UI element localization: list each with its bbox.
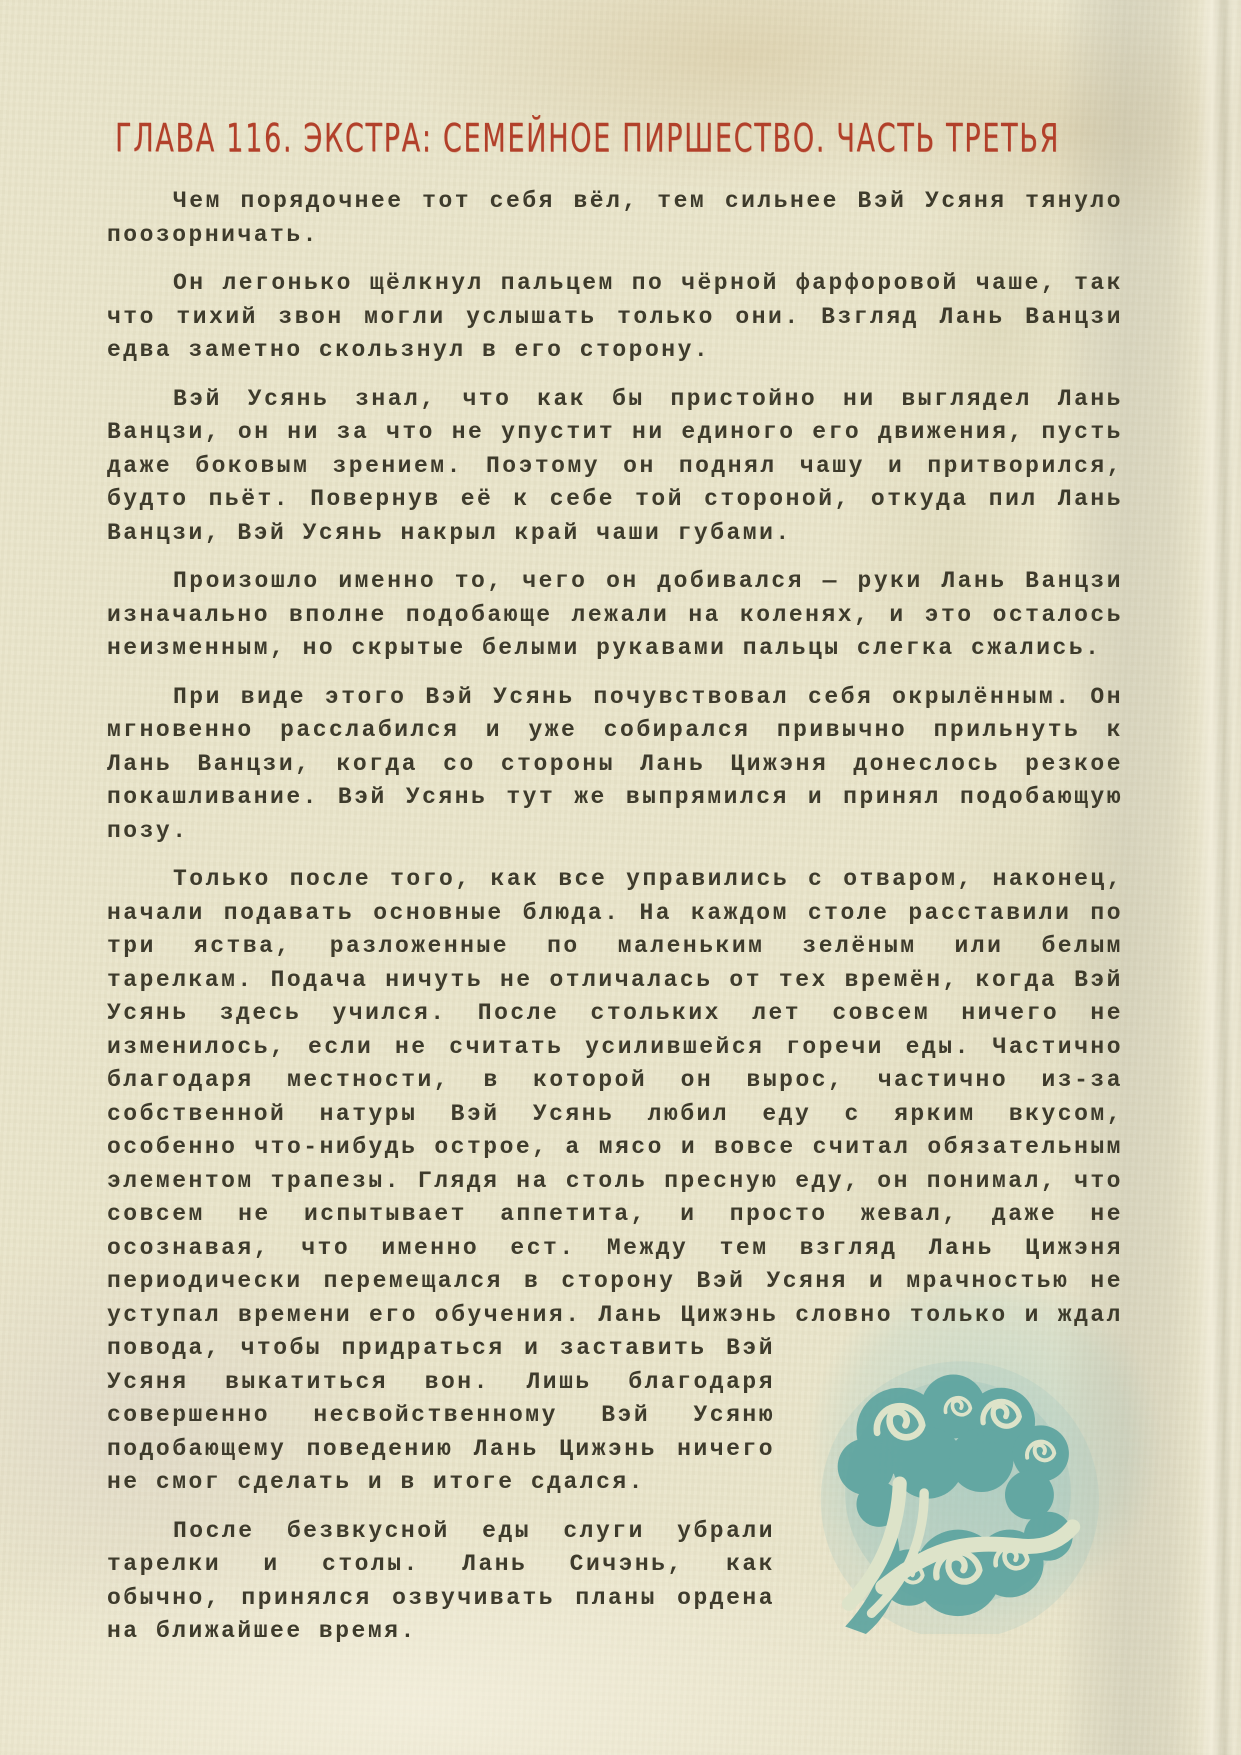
paragraph: При виде этого Вэй Усянь почувствовал себя окрылённым. Он мгновенно расслабился и уже собирался привычно прильнуть к Лань Ванцзи, когда со стороны Лань Цижэня донеслось резкое покашливание. Вэй Усянь тут же выпрямился и принял подобающую позу.: [107, 683, 1123, 844]
paragraph: Он легонько щёлкнул пальцем по чёрной фарфоровой чаше, так что тихий звон могли услышать только они. Взгляд Лань Ванцзи едва заметно скользнул в его сторону.: [107, 270, 1123, 363]
chapter-title: ГЛАВА 116. ЭКСТРА: СЕМЕЙНОЕ ПИРШЕСТВО. ЧАСТЬ ТРЕТЬЯ: [115, 116, 1060, 162]
lan-cloud-icon: [817, 1352, 1099, 1634]
paragraph-text: повода, чтобы придраться и заставить Вэй Усяня выкатиться вон. Лишь благодаря совершенно несвойственному Вэй Усяню подобающему поведению Лань Цижэнь ничего не смог сделать и в итоге сдался.: [107, 1335, 775, 1495]
paragraph: Чем порядочнее тот себя вёл, тем сильнее Вэй Усяня тянуло поозорничать.: [107, 188, 1123, 248]
paragraph: После безвкусной еды слуги убрали тарелки и столы. Лань Сичэнь, как обычно, принялся озвучивать планы ордена на ближайшее время.: [107, 1517, 775, 1644]
paragraph: Вэй Усянь знал, что как бы пристойно ни выглядел Лань Ванцзи, он ни за что не упустит ни единого его движения, пусть даже боковым зрением. Поэтому он поднял чашу и притворился, будто пьёт. Повернув её к себе той стороной, откуда пил Лань Ванцзи, Вэй Усянь накрыл край чаши губами.: [107, 385, 1123, 546]
paragraph: Произошло именно то, чего он добивался — руки Лань Ванцзи изначально вполне подобающе лежали на коленях, и это осталось неизменным, но скрытые белыми рукавами пальцы слегка сжались.: [107, 568, 1123, 661]
paragraph-with-ornament: [107, 863, 1123, 1500]
chapter-text: [107, 185, 1123, 1746]
paragraph-text: Только после того, как все управились с отваром, наконец, начали подавать основные блюда. На каждом столе расставили по три яства, разложенные по маленьким зелёным или белым тарелкам. Подача ничуть не отличалась от тех времён, когда Вэй Усянь здесь учился. После стольких лет совсем ничего не изменилось, если не считать усилившейся горечи еды. Частично благодаря местности, в которой он вырос, частично из-за собственной натуры Вэй Усянь любил еду с ярким вкусом, особенно что-нибудь острое, а мясо и вовсе считал обязательным элементом трапезы. Глядя на столь пресную еду, он понимал, что совсем не испытывает аппетита, и просто жевал, даже не осознавая, что именно ест. Между тем взгляд Лань Цижэня периодически перемещался в сторону Вэй Усяня и мрачностью не уступал времени его обучения. Лань Цижэнь словно только и ждал: [107, 866, 1123, 1328]
cloud-ornament: [787, 1336, 1123, 1746]
